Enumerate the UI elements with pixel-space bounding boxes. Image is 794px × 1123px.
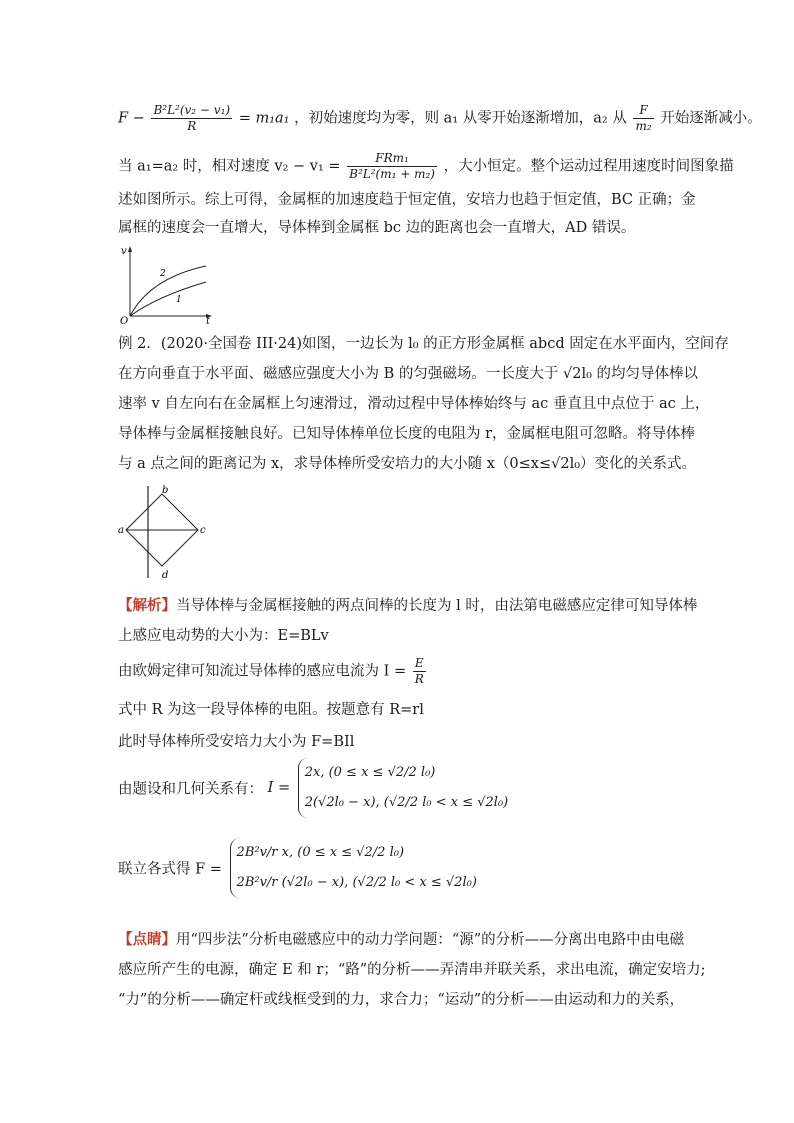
eq-fraction	[151, 103, 232, 134]
vertex-b: b	[162, 485, 169, 496]
ohm-fraction	[413, 656, 426, 687]
frac-den: m₂	[635, 119, 652, 133]
force-case-1: 2B²v/r x, (0 ≤ x ≤ √2/2 l₀)	[236, 845, 405, 860]
vertex-c: c	[200, 525, 206, 536]
force-piecewise	[118, 838, 477, 898]
eq-prefix: F −	[118, 110, 145, 127]
frac-num: F	[633, 103, 653, 119]
eq-numerator: B²L²(v₂ − v₁)	[153, 103, 231, 117]
current-lhs: I =	[267, 780, 291, 796]
line2-text-b: ，大小恒定。整个运动过程用速度时间图象描	[443, 158, 734, 175]
analysis-text-1: 当导体棒与金属框接触的两点间棒的长度为 l 时，由法第电磁感应定律可知导体棒	[176, 598, 698, 614]
analysis-line-5: 此时导体棒所受安培力大小为 F=BIl	[118, 734, 355, 750]
eq-text-b: 开始逐渐减小。	[660, 110, 762, 127]
analysis-line-1	[118, 594, 697, 615]
axis-v-label: v	[121, 246, 127, 257]
ohm-num: E	[413, 656, 426, 672]
example-line-5: 与 a 点之间的距离记为 x，求导体棒所受安培力的大小随 x（0≤x≤√2l₀）变化的关系式。	[118, 456, 697, 472]
comment-line-1	[118, 928, 684, 949]
origin-label: O	[120, 316, 129, 324]
curve-2-label: 2	[160, 269, 166, 279]
rel-den: B²L²(m₁ + m₂)	[349, 167, 435, 181]
equation-line-1	[118, 103, 762, 134]
example-line-1: 例 2．(2020·全国卷 III·24)如图，一边长为 l₀ 的正方形金属框 abcd 固定在水平面内，空间存	[118, 336, 729, 352]
relative-speed-fraction	[347, 151, 437, 182]
example-line-2: 在方向垂直于水平面、磁感应强度大小为 B 的匀强磁场。一长度大于 √2l₀ 的均匀导体棒以	[118, 366, 699, 382]
force-text: 联立各式得 F =	[118, 861, 222, 878]
example-line-3: 速率 v 自左向右在金属框上匀速滑过，滑动过程中导体棒始终与 ac 垂直且中点位于 ac 上，	[118, 396, 710, 412]
comment-line-3: “力”的分析——确定杆或线框受到的力，求合力；“运动”的分析——由运动和力的关系，	[118, 992, 685, 1008]
eq-text-a: ，初始速度均为零，则 a₁ 从零开始逐渐增加，a₂ 从	[294, 110, 627, 127]
analysis-tag: 【解析】	[118, 597, 176, 614]
text-line-3: 述如图所示。综上可得，金属框的加速度趋于恒定值，安培力也趋于恒定值，BC 正确；金	[118, 192, 696, 208]
force-case-2: 2B²v/r (√2l₀ − x), (√2/2 l₀ < x ≤ √2l₀)	[236, 875, 477, 890]
ohm-den: R	[414, 672, 424, 686]
velocity-time-graph	[118, 244, 218, 324]
ohm-text: 由欧姆定律可知流过导体棒的感应电流为 I =	[118, 663, 407, 680]
current-piecewise	[118, 758, 508, 818]
comment-line-2: 感应所产生的电源，确定 E 和 r；“路”的分析——弄清串并联关系，求出电流，确定安培力;	[118, 962, 706, 978]
geometry-text: 由题设和几何关系有：	[118, 781, 263, 798]
current-case-2: 2(√2l₀ − x), (√2/2 l₀ < x ≤ √2l₀)	[304, 795, 509, 810]
vertex-a: a	[118, 525, 124, 536]
comment-text-1: 用“四步法”分析电磁感应中的动力学问题：“源”的分析——分离出电路中由电磁	[176, 932, 685, 948]
eq-denominator: R	[187, 119, 197, 133]
force-cases	[230, 838, 477, 898]
vertex-d: d	[162, 570, 169, 581]
f-over-m2	[633, 103, 653, 134]
eq-rhs: = m₁a₁	[238, 110, 290, 127]
square-frame-diagram	[118, 484, 218, 584]
curve-1-label: 1	[176, 295, 182, 305]
axis-t-label: t	[206, 316, 211, 324]
current-case-1: 2x, (0 ≤ x ≤ √2/2 l₀)	[304, 765, 436, 780]
analysis-line-2: 上感应电动势的大小为：E=BLv	[118, 628, 329, 644]
analysis-line-3	[118, 656, 428, 687]
equation-line-2	[118, 151, 734, 182]
analysis-line-4: 式中 R 为这一段导体棒的电阻。按题意有 R=rl	[118, 702, 424, 718]
example-line-4: 导体棒与金属框接触良好。已知导体棒单位长度的电阻为 r，金属框电阻可忽略。将导体棒	[118, 426, 696, 442]
current-cases	[298, 758, 509, 818]
comment-tag: 【点睛】	[118, 931, 176, 948]
text-line-4: 属框的速度会一直增大，导体棒到金属框 bc 边的距离也会一直增大，AD 错误。	[118, 220, 636, 236]
rel-num: FRm₁	[347, 151, 437, 167]
line2-text-a: 当 a₁=a₂ 时，相对速度 v₂ − v₁ =	[118, 158, 341, 175]
